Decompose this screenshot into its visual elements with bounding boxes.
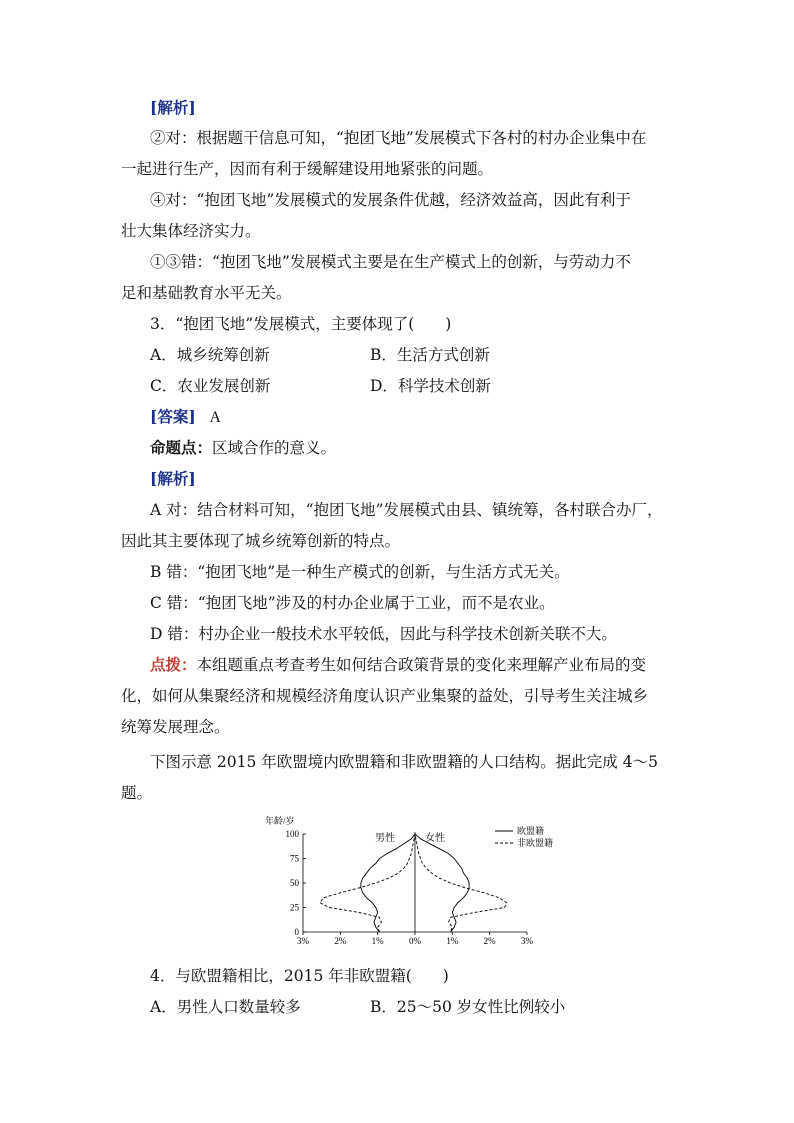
analysis-line: 足和基础教育水平无关。 xyxy=(121,284,292,302)
series-line-non-eu xyxy=(320,834,507,932)
q3-option-a: A．城乡统筹创新 xyxy=(150,346,270,364)
female-label: 女性 xyxy=(425,833,445,844)
x-tick-label: 2% xyxy=(334,936,347,946)
tip-label: 点拨： xyxy=(150,655,197,674)
y-tick-label: 75 xyxy=(290,853,299,864)
male-label: 男性 xyxy=(375,833,395,844)
analysis-line: C 错：“抱团飞地”涉及的村办企业属于工业，而不是农业。 xyxy=(150,594,555,612)
x-tick-label: 1% xyxy=(371,936,384,946)
q3-option-c: C．农业发展创新 xyxy=(150,377,271,395)
y-tick-label: 50 xyxy=(290,878,299,888)
y-axis-title: 年龄/岁 xyxy=(265,816,295,826)
legend-label: 欧盟籍 xyxy=(517,826,545,836)
question-4-stem: 4．与欧盟籍相比，2015 年非欧盟籍( ) xyxy=(150,967,449,985)
y-tick-label: 0 xyxy=(294,927,299,937)
analysis-line: A 对：结合材料可知，“抱团飞地”发展模式由县、镇统筹，各村联合办厂， xyxy=(150,501,663,519)
q3-option-b: B．生活方式创新 xyxy=(370,346,490,364)
chart-marks xyxy=(320,834,507,932)
chart-labels xyxy=(265,815,553,946)
tip-text: 本组题重点考查考生如何结合政策背景的变化来理解产业布局的变 xyxy=(196,656,647,674)
proposition-text: 区域合作的意义。 xyxy=(212,439,337,457)
population-pyramid-chart xyxy=(255,808,575,950)
x-tick-label: 3% xyxy=(521,936,533,946)
analysis-line: 因此其主要体现了城乡统筹创新的特点。 xyxy=(121,532,401,550)
analysis-line: B 错：“抱团飞地”是一种生产模式的创新，与生活方式无关。 xyxy=(150,563,570,581)
proposition-point xyxy=(150,438,336,458)
tip-line xyxy=(150,655,646,675)
x-tick-label: 0% xyxy=(409,936,421,946)
x-tick-label: 1% xyxy=(446,936,459,946)
analysis-line: ②对：根据题干信息可知，“抱团飞地”发展模式下各村的村办企业集中在 xyxy=(150,129,647,147)
q4-option-b: B．25～50 岁女性比例较小 xyxy=(370,998,566,1016)
intro-line: 下图示意 2015 年欧盟境内欧盟籍和非欧盟籍的人口结构。据此完成 4～5 xyxy=(150,753,658,771)
tip-line: 化，如何从集聚经济和规模经济角度认识产业集聚的益处，引导考生关注城乡 xyxy=(121,687,649,705)
answer-value: A xyxy=(209,409,221,426)
analysis-tag: [解析] xyxy=(150,98,196,117)
analysis-line: D 错：村办企业一般技术水平较低，因此与科学技术创新关联不大。 xyxy=(150,625,617,643)
question-3-stem: 3．“抱团飞地”发展模式，主要体现了( ) xyxy=(150,315,452,333)
x-tick-label: 3% xyxy=(297,936,309,946)
legend-label: 非欧盟籍 xyxy=(517,838,554,848)
analysis-tag: [解析] xyxy=(150,469,196,488)
tip-line: 统筹发展理念。 xyxy=(121,718,230,736)
y-tick-label: 25 xyxy=(290,902,299,913)
analysis-line: 壮大集体经济实力。 xyxy=(121,222,261,240)
answer-tag: [答案] xyxy=(150,407,196,426)
analysis-line: 一起进行生产，因而有利于缓解建设用地紧张的问题。 xyxy=(121,160,494,178)
analysis-line: ④对：“抱团飞地”发展模式的发展条件优越，经济效益高，因此有利于 xyxy=(150,191,631,209)
q4-option-a: A．男性人口数量较多 xyxy=(150,998,301,1016)
y-tick-label: 100 xyxy=(285,829,299,839)
proposition-label: 命题点： xyxy=(150,438,213,457)
intro-line: 题。 xyxy=(121,784,153,802)
chart-axes xyxy=(303,832,527,935)
x-tick-label: 2% xyxy=(483,936,496,946)
analysis-line: ①③错：“抱团飞地”发展模式主要是在生产模式上的创新，与劳动力不 xyxy=(150,253,631,271)
answer-line xyxy=(150,407,221,428)
q3-option-d: D．科学技术创新 xyxy=(370,377,491,395)
